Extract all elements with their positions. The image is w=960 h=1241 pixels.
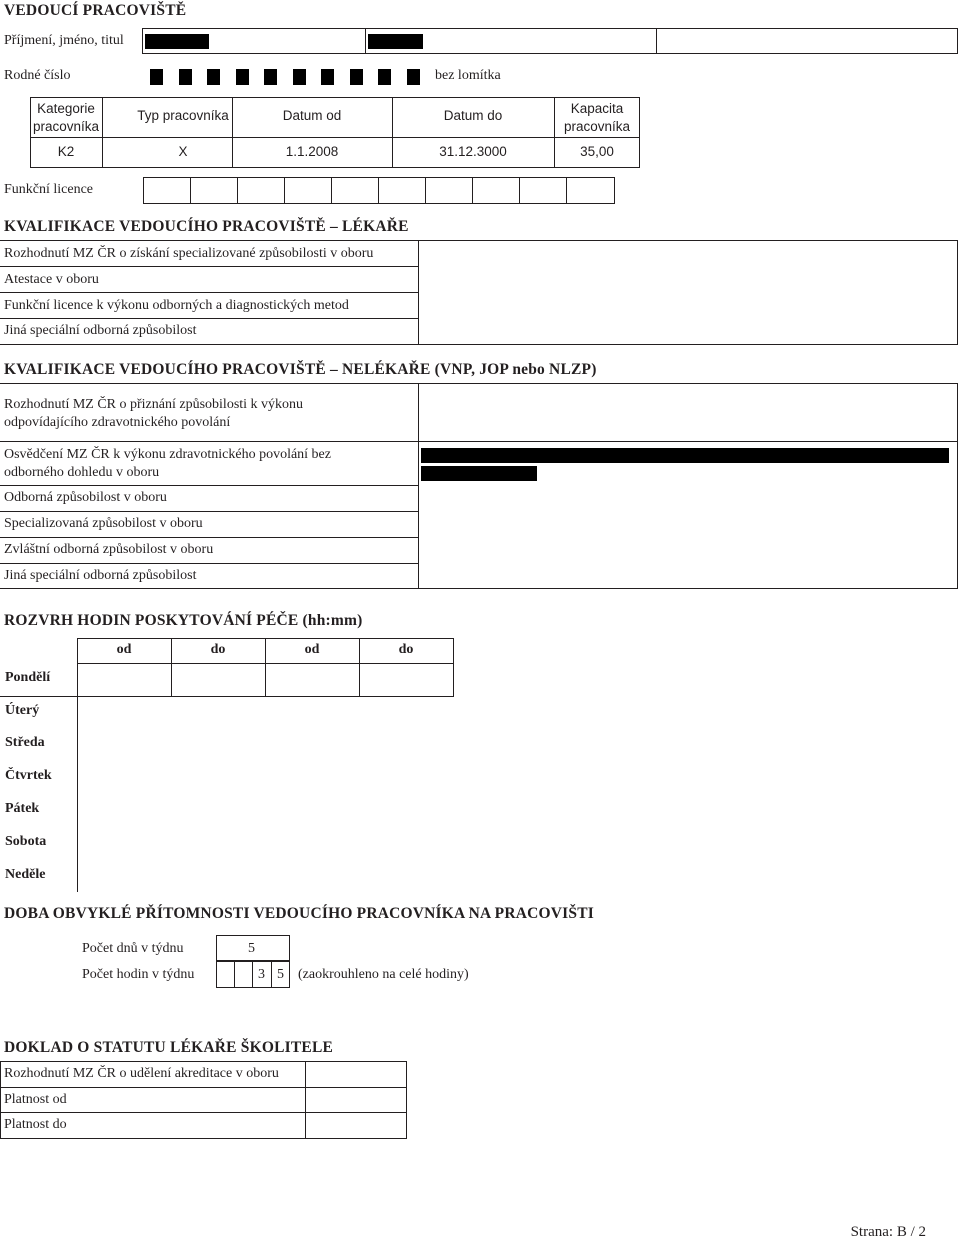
cell-datum-do: 31.12.3000 [439, 144, 507, 159]
hours-digit-3: 3 [258, 967, 265, 982]
schedule-table [0, 638, 460, 894]
day-patek: Pátek [5, 801, 40, 816]
nelekar-row-odborna: Odborná způsobilost v oboru [4, 490, 167, 505]
nelekar-row-zvlastni: Zvláštní odborná způsobilost v oboru [4, 542, 214, 557]
lekar-table [0, 240, 960, 346]
section-title-doba: DOBA OBVYKLÉ PŘÍTOMNOSTI VEDOUCÍHO PRACOVNÍKA NA PRACOVIŠTI [4, 905, 594, 922]
schedule-header-od-1: od [116, 642, 132, 657]
day-sobota: Sobota [5, 834, 47, 849]
col-datum-od: Datum od [282, 108, 342, 123]
hours-digit-4: 5 [277, 967, 284, 982]
licence-label: Funkční licence [4, 182, 94, 197]
lekar-row-rozhodnuti: Rozhodnutí MZ ČR o získání specializované způsobilosti v oboru [4, 246, 374, 261]
licence-field[interactable] [143, 177, 615, 204]
col-kategorie: Kategorie pracovníka [32, 101, 100, 134]
day-utery: Úterý [5, 703, 40, 718]
name-label: Příjmení, jméno, titul [4, 33, 124, 48]
col-datum-do: Datum do [443, 108, 503, 123]
nelekar-row2-a: Osvědčení MZ ČR k výkonu zdravotnického povolání bez [4, 447, 331, 462]
days-label: Počet dnů v týdnu [82, 941, 184, 956]
schedule-header-od-2: od [304, 642, 320, 657]
col-kapacita: Kapacita pracovníka [563, 101, 631, 134]
nelekar-row2-b: odborného dohledu v oboru [4, 465, 160, 480]
section-title-skolitel: DOKLAD O STATUTU LÉKAŘE ŠKOLITELE [4, 1039, 334, 1056]
section-title-lekar: KVALIFIKACE VEDOUCÍHO PRACOVIŠTĚ – LÉKAŘE [4, 218, 409, 235]
skolitel-table [0, 1061, 410, 1141]
days-value: 5 [248, 941, 255, 956]
redacted-obor-line1 [421, 448, 949, 463]
rc-suffix: bez lomítka [435, 68, 501, 83]
schedule-header-do-1: do [210, 642, 226, 657]
day-streda: Středa [5, 735, 45, 750]
lekar-row-atestace: Atestace v oboru [4, 272, 99, 287]
nelekar-row1-a: Rozhodnutí MZ ČR o přiznání způsobilosti k výkonu [4, 397, 304, 412]
page-number: Strana: B / 2 [850, 1224, 926, 1240]
skolitel-row-platnost-od: Platnost od [4, 1092, 67, 1107]
name-field[interactable] [142, 28, 958, 54]
lekar-row-jina: Jiná speciální odborná způsobilost [4, 323, 197, 338]
col-typ: Typ pracovníka [137, 108, 229, 123]
redacted-surname [145, 34, 209, 49]
redacted-obor-line2 [421, 466, 537, 481]
section-title-vedouci: VEDOUCÍ PRACOVIŠTĚ [4, 2, 187, 19]
cell-datum-od: 1.1.2008 [285, 144, 339, 159]
section-title-rozvrh: ROZVRH HODIN POSKYTOVÁNÍ PÉČE (hh:mm) [4, 612, 363, 629]
redacted-firstname [368, 34, 423, 49]
cell-kapacita: 35,00 [580, 144, 614, 159]
nelekar-row1-b: odpovídajícího zdravotnického povolání [4, 415, 231, 430]
day-ctvrtek: Čtvrtek [5, 768, 52, 783]
cell-typ: X [178, 144, 188, 159]
skolitel-row-rozhodnuti: Rozhodnutí MZ ČR o udělení akreditace v oboru [4, 1066, 279, 1081]
schedule-header-do-2: do [398, 642, 414, 657]
nelekar-table [0, 383, 960, 590]
cell-kategorie: K2 [57, 144, 75, 159]
skolitel-row-platnost-do: Platnost do [4, 1117, 67, 1132]
staff-table [30, 97, 640, 169]
day-pondeli: Pondělí [5, 670, 51, 685]
rc-label: Rodné číslo [4, 68, 71, 83]
lekar-row-licence: Funkční licence k výkonu odborných a diagnostických metod [4, 298, 349, 313]
nelekar-row-specializovana: Specializovaná způsobilost v oboru [4, 516, 203, 531]
section-title-nelekar: KVALIFIKACE VEDOUCÍHO PRACOVIŠTĚ – NELÉKAŘE (VNP, JOP nebo NLZP) [4, 361, 597, 378]
hours-label: Počet hodin v týdnu [82, 967, 195, 982]
nelekar-row-jina: Jiná speciální odborná způsobilost [4, 568, 197, 583]
day-nedele: Neděle [5, 867, 46, 882]
hours-note: (zaokrouhleno na celé hodiny) [298, 967, 469, 982]
